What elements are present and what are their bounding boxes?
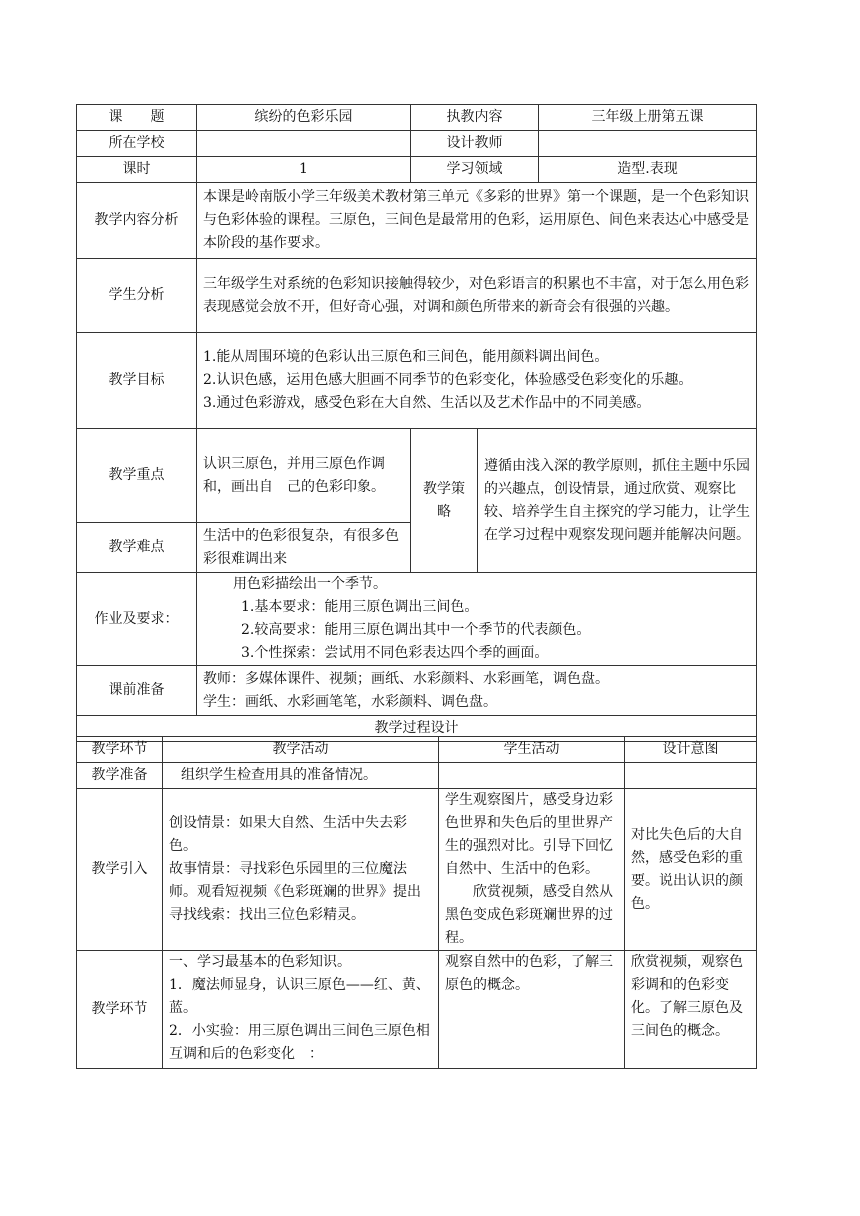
period-value: 1 xyxy=(197,157,411,183)
goal-item: 2.认识色感，运用色感大胆画不同季节的色彩变化，体验感受色彩变化的乐趣。 xyxy=(203,372,693,388)
content-value: 三年级上册第五课 xyxy=(539,105,757,131)
goal-item: 1.能从周围环境的色彩认出三原色和三间色，能用颜料调出间色。 xyxy=(203,349,609,365)
designer-value xyxy=(539,131,757,157)
prep-label: 课前准备 xyxy=(77,666,197,716)
header-intent: 设计意图 xyxy=(625,737,757,763)
difficulty-label: 教学难点 xyxy=(77,523,197,573)
main-activity-step: 2．小实验：用三原色调出三间色三原色相互调和后的色彩变化 ： xyxy=(169,1023,430,1062)
difficulty-text: 生活中的色彩很复杂，有很多色彩很难调出来 xyxy=(197,523,411,573)
intro-activity-story: 故事情景：寻找彩色乐园里的三位魔法师。观看短视频《色彩斑斓的世界》提出寻找线索：找出三位色彩精灵。 xyxy=(169,861,421,923)
goals-cell xyxy=(197,333,757,429)
intro-stage: 教学引入 xyxy=(77,789,163,951)
strategy-label: 教学策略 xyxy=(411,429,478,573)
analysis-text: 本课是岭南版小学三年级美术教材第三单元《多彩的世界》第一个课题，是一个色彩知识与色彩体验的课程。三原色，三间色是最常用的色彩，运用原色、间色来表达心中感受是本阶段的基作要求。 xyxy=(197,183,757,259)
school-label: 所在学校 xyxy=(77,131,197,157)
topic-value: 缤纷的色彩乐园 xyxy=(197,105,411,131)
topic-label: 课 题 xyxy=(77,105,197,131)
main-activity-step: 一、学习最基本的色彩知识。 xyxy=(169,954,351,970)
main-student-activity: 观察自然中的色彩，了解三原色的概念。 xyxy=(439,951,625,1069)
content-label: 执教内容 xyxy=(411,105,539,131)
lesson-info-table xyxy=(76,104,757,742)
homework-label: 作业及要求： xyxy=(77,573,197,666)
process-table xyxy=(76,736,757,1069)
prep-intent xyxy=(625,763,757,789)
main-activity-step: 1．魔法师显身，认识三原色——红、黄、蓝。 xyxy=(169,977,430,1016)
main-stage: 教学环节 xyxy=(77,951,163,1069)
intro-activity-scene: 创设情景：如果大自然、生活中失去彩色。 xyxy=(169,815,407,854)
header-stage: 教学环节 xyxy=(77,737,163,763)
prep-student-activity xyxy=(439,763,625,789)
goal-item: 3.通过色彩游戏，感受色彩在大自然、生活以及艺术作品中的不同美感。 xyxy=(203,395,651,411)
period-label: 课时 xyxy=(77,157,197,183)
student-analysis-label: 学生分析 xyxy=(77,259,197,333)
header-student: 学生活动 xyxy=(439,737,625,763)
prep-student: 学生：画纸、水彩画笔笔，水彩颜料、调色盘。 xyxy=(203,693,497,710)
main-intent: 欣赏视频，观察色彩调和的色彩变化。了解三原色及三间色的概念。 xyxy=(625,951,757,1069)
intro-student-activity xyxy=(439,789,625,951)
prep-stage: 教学准备 xyxy=(77,763,163,789)
key-label: 教学重点 xyxy=(77,429,197,523)
field-value: 造型.表现 xyxy=(539,157,757,183)
intro-student-video: 欣赏视频，感受自然从黑色变成色彩斑斓世界的过程。 xyxy=(445,884,613,946)
strategy-text: 遵循由浅入深的教学原则，抓住主题中乐园的兴趣点，创设情景，通过欣赏、观察比较、培养学生自主探究的学习能力，让学生在学习过程中观察发现问题并能解决问题。 xyxy=(478,429,757,573)
designer-label: 设计教师 xyxy=(411,131,539,157)
main-activity xyxy=(163,951,439,1069)
intro-student-observe: 学生观察图片，感受身边彩色世界和失色后的里世界产生的强烈对比。引导下回忆自然中、生活中的色彩。 xyxy=(445,792,613,877)
prep-activity: 组织学生检查用具的准备情况。 xyxy=(163,763,439,789)
school-value xyxy=(197,131,411,157)
homework-item: 2.较高要求：能用三原色调出其中一个季节的代表颜色。 xyxy=(241,622,591,638)
student-analysis-text: 三年级学生对系统的色彩知识接触得较少，对色彩语言的积累也不丰富，对于怎么用色彩表现感觉会放不开，但好奇心强，对调和颜色所带来的新奇会有很强的兴趣。 xyxy=(197,259,757,333)
header-activity: 教学活动 xyxy=(163,737,439,763)
intro-activity xyxy=(163,789,439,951)
homework-cell xyxy=(197,573,757,666)
process-title: 教学过程设计 xyxy=(77,716,757,742)
prep-cell xyxy=(197,666,757,716)
homework-intro: 用色彩描绘出一个季节。 xyxy=(233,576,387,592)
homework-item: 3.个性探索：尝试用不同色彩表达四个季的画面。 xyxy=(241,645,549,661)
homework-item: 1.基本要求：能用三原色调出三间色。 xyxy=(241,599,479,615)
analysis-label: 教学内容分析 xyxy=(77,183,197,259)
field-label: 学习领域 xyxy=(411,157,539,183)
goals-label: 教学目标 xyxy=(77,333,197,429)
intro-intent: 对比失色后的大自然，感受色彩的重要。说出认识的颜色。 xyxy=(625,789,757,951)
key-text: 认识三原色，并用三原色作调和，画出自 己的色彩印象。 xyxy=(197,429,411,523)
prep-teacher: 教师：多媒体课件、视频；画纸、水彩颜料、水彩画笔，调色盘。 xyxy=(203,670,609,687)
